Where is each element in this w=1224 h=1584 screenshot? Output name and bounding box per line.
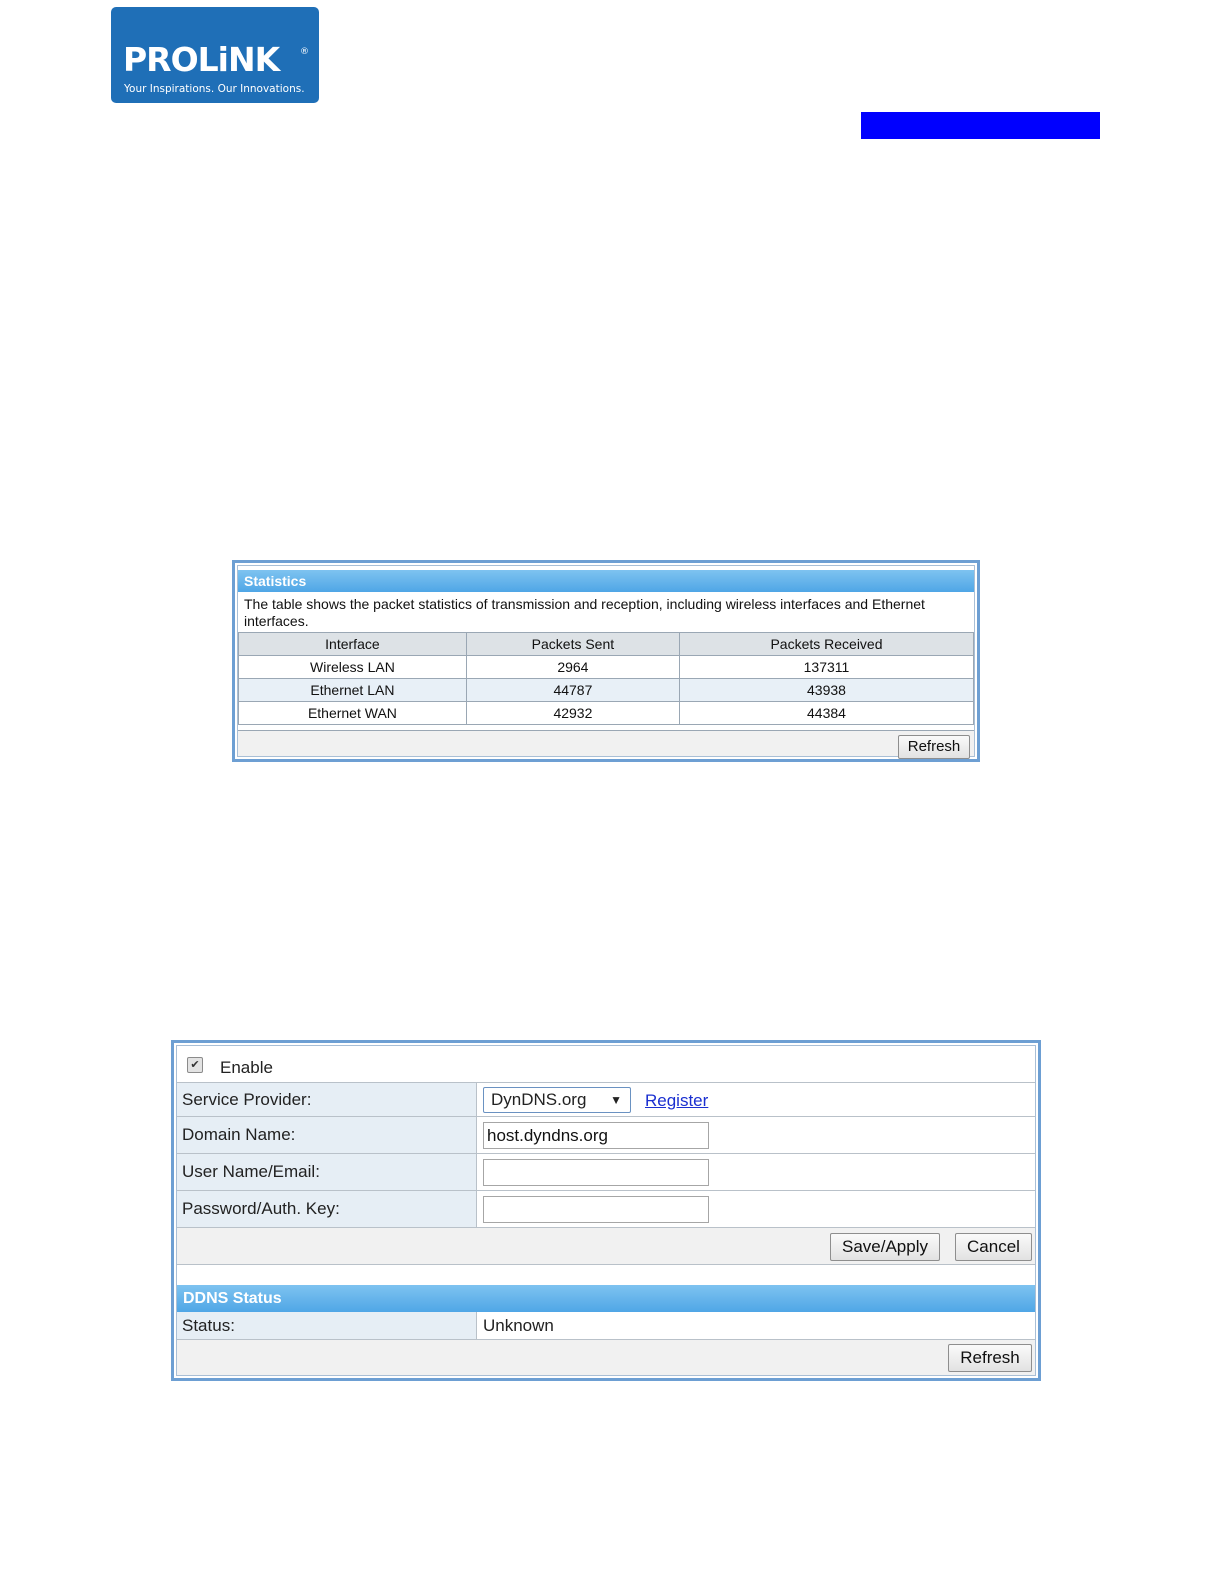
- password-value-cell: [478, 1191, 1035, 1227]
- cell-interface: Wireless LAN: [239, 656, 467, 679]
- cell-packets-received: 137311: [679, 656, 973, 679]
- prolink-logo: [111, 7, 319, 103]
- logo-wordmark: PROLiNK: [123, 40, 280, 79]
- status-row: [177, 1312, 1035, 1340]
- cell-packets-sent: 42932: [466, 702, 679, 725]
- logo-tagline: Your Inspirations. Our Innovations.: [124, 83, 305, 95]
- cell-packets-received: 44384: [679, 702, 973, 725]
- statistics-table: [238, 632, 974, 725]
- ddns-refresh-button[interactable]: Refresh: [948, 1344, 1032, 1372]
- cell-packets-sent: 2964: [466, 656, 679, 679]
- ddns-actions-bar: [177, 1228, 1035, 1265]
- status-value: Unknown: [483, 1316, 554, 1335]
- password-label: Password/Auth. Key:: [177, 1191, 477, 1227]
- cancel-button[interactable]: Cancel: [955, 1233, 1032, 1261]
- service-provider-select[interactable]: [483, 1087, 631, 1113]
- domain-name-value-cell: [478, 1117, 1035, 1153]
- refresh-button[interactable]: Refresh: [898, 735, 970, 759]
- status-actions-bar: [177, 1340, 1035, 1375]
- service-provider-row: [177, 1083, 1035, 1117]
- column-header-packets-received: Packets Received: [679, 633, 973, 656]
- header-color-bar: [861, 112, 1100, 139]
- user-name-input[interactable]: [483, 1159, 709, 1186]
- table-row: [239, 656, 974, 679]
- statistics-title: Statistics: [238, 570, 974, 592]
- ddns-panel: [171, 1040, 1041, 1381]
- domain-name-row: [177, 1117, 1035, 1154]
- cell-packets-sent: 44787: [466, 679, 679, 702]
- password-input[interactable]: [483, 1196, 709, 1223]
- save-apply-button[interactable]: Save/Apply: [830, 1233, 940, 1261]
- cell-interface: Ethernet LAN: [239, 679, 467, 702]
- domain-name-label: Domain Name:: [177, 1117, 477, 1153]
- ddns-panel-body: [176, 1045, 1036, 1376]
- user-name-value-cell: [478, 1154, 1035, 1190]
- cell-packets-received: 43938: [679, 679, 973, 702]
- domain-name-input[interactable]: host.dyndns.org: [483, 1122, 709, 1149]
- enable-row: [177, 1046, 1035, 1083]
- table-header-row: [239, 633, 974, 656]
- cell-interface: Ethernet WAN: [239, 702, 467, 725]
- service-provider-value-cell: [478, 1083, 1035, 1116]
- table-row: [239, 702, 974, 725]
- register-link[interactable]: Register: [645, 1091, 709, 1110]
- user-name-row: [177, 1154, 1035, 1191]
- service-provider-label: Service Provider:: [177, 1083, 477, 1116]
- statistics-footer: [238, 730, 974, 756]
- ddns-status-title: DDNS Status: [177, 1285, 1035, 1312]
- dropdown-arrow-icon: ▼: [610, 1093, 622, 1107]
- column-header-interface: Interface: [239, 633, 467, 656]
- user-name-label: User Name/Email:: [177, 1154, 477, 1190]
- enable-label: Enable: [220, 1058, 273, 1077]
- password-row: [177, 1191, 1035, 1228]
- statistics-description: The table shows the packet statistics of transmission and reception, including wireless interfaces and Ethernet interfaces.: [244, 596, 925, 629]
- statistics-panel-body: [237, 565, 975, 757]
- statistics-panel: [232, 560, 980, 762]
- enable-checkbox[interactable]: ✔: [187, 1057, 203, 1073]
- status-label: Status:: [177, 1312, 477, 1339]
- column-header-packets-sent: Packets Sent: [466, 633, 679, 656]
- logo-registered-mark: ®: [300, 47, 309, 57]
- table-row: [239, 679, 974, 702]
- service-provider-selected: DynDNS.org: [491, 1090, 587, 1109]
